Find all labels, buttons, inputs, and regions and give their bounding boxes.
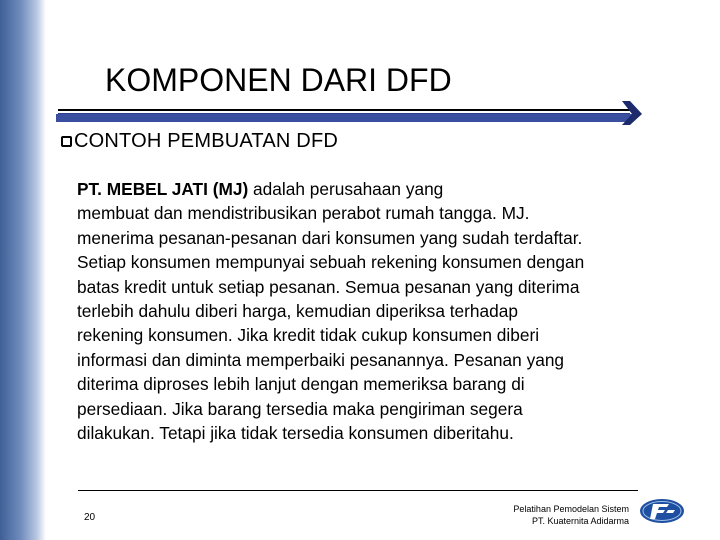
- body-line: menerima pesanan-pesanan dari konsumen yang sudah terdaftar.: [77, 227, 583, 248]
- body-line: rekening konsumen. Jika kredit tidak cukup konsumen diberi: [77, 325, 540, 346]
- company-name: PT. MEBEL JATI (MJ): [77, 179, 249, 199]
- title-underline-accent: [56, 114, 632, 122]
- body-line: informasi dan diminta memperbaiki pesanannya. Pesanan yang: [77, 349, 565, 370]
- section-bullet: [61, 130, 338, 153]
- body-line: persediaan. Jika barang tersedia maka pengiriman segera: [77, 398, 523, 419]
- body-line: dilakukan. Tetapi jika tidak tersedia konsumen diberitahu.: [77, 423, 514, 444]
- body-line: [77, 177, 677, 201]
- hollow-square-bullet-icon: [61, 136, 72, 147]
- body-line: diterima diproses lebih lanjut dengan memeriksa barang di: [77, 374, 525, 395]
- footer-credit: [513, 503, 629, 527]
- arrow-right-icon: [622, 97, 644, 127]
- footer-divider: [78, 490, 638, 491]
- sidebar-gradient: [0, 0, 46, 540]
- footer-line-1: Pelatihan Pemodelan Sistem: [513, 504, 629, 514]
- body-line: batas kredit untuk setiap pesanan. Semua pesanan yang diterima: [77, 276, 580, 297]
- title-underline: [58, 109, 630, 111]
- slide-title: KOMPONEN DARI DFD: [105, 62, 452, 98]
- company-logo-icon: [639, 498, 685, 524]
- body-paragraph: [77, 177, 677, 445]
- body-line: Setiap konsumen mempunyai sebuah rekening konsumen dengan: [77, 252, 585, 273]
- body-line: membuat dan mendistribusikan perabot rumah tangga. MJ.: [77, 203, 530, 224]
- section-heading: CONTOH PEMBUATAN DFD: [74, 130, 339, 152]
- page-number: 20: [84, 512, 96, 523]
- footer-line-2: PT. Kuaternita Adidarma: [531, 516, 629, 526]
- body-line: terlebih dahulu diberi harga, kemudian diperiksa terhadap: [77, 301, 518, 322]
- body-lead-text: adalah perusahaan yang: [248, 179, 444, 199]
